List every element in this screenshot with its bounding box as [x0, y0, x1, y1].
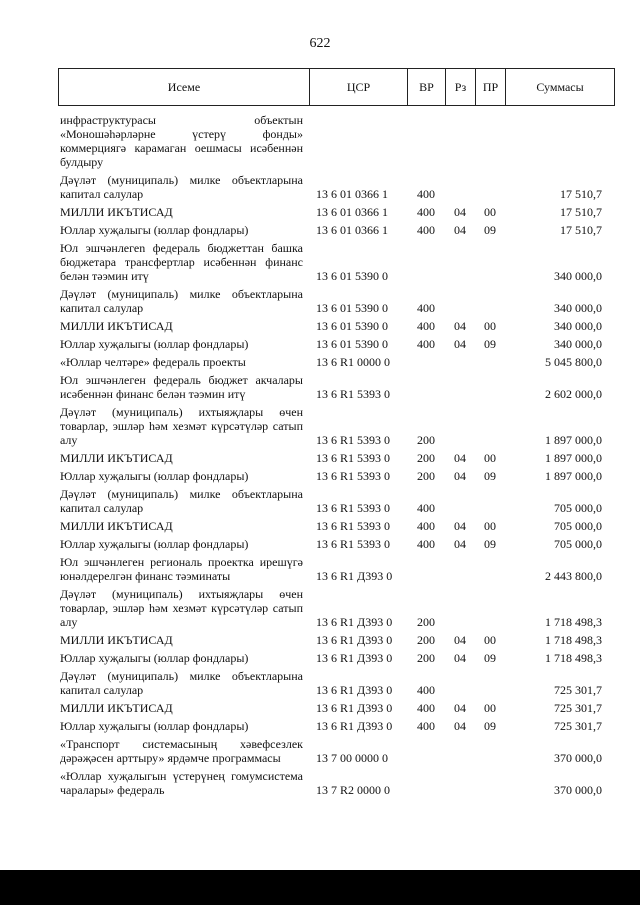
row-code: 13 6 01 0366 1: [316, 223, 388, 237]
row-vr: 400: [417, 337, 435, 351]
row-name: «Транспорт системасының хәвефсезлек дәрәҗәсен арттыру» ярдәмче программасы: [60, 737, 303, 765]
row-name: «Юллар хуҗалыгын үстерүнең гомумсистема чаралары» федераль: [60, 769, 303, 797]
row-vr: 400: [417, 683, 435, 697]
row-sum: 370 000,0: [554, 783, 602, 797]
table-row: [60, 173, 620, 201]
row-pr: 09: [484, 223, 496, 237]
row-sum: 1 897 000,0: [545, 469, 602, 483]
header-csr: ЦСР: [346, 80, 371, 94]
table-row: [60, 223, 620, 237]
row-vr: 400: [417, 701, 435, 715]
row-code: 13 6 R1 5393 0: [316, 501, 391, 515]
row-vr: 200: [417, 633, 435, 647]
row-code: 13 6 R1 Д393 0: [316, 651, 393, 665]
row-code: 13 6 R1 Д393 0: [316, 701, 393, 715]
row-rz: 04: [454, 451, 466, 465]
row-sum: 340 000,0: [554, 319, 602, 333]
row-name: Дәүләт (муниципаль) милке объектларына капитал салулар: [60, 173, 303, 201]
row-vr: 200: [417, 469, 435, 483]
header-pr: ПР: [482, 80, 499, 94]
row-sum: 725 301,7: [554, 719, 602, 733]
row-sum: 340 000,0: [554, 269, 602, 283]
row-code: 13 6 01 0366 1: [316, 187, 388, 201]
row-name: МИЛЛИ ИКЪТИСАД: [60, 519, 173, 533]
row-sum: 1 718 498,3: [545, 633, 602, 647]
table-header: [58, 68, 615, 106]
header-rz: Рз: [454, 80, 467, 94]
row-sum: 725 301,7: [554, 701, 602, 715]
header-sum: Суммасы: [536, 80, 584, 94]
row-name: Дәүләт (муниципаль) милке объектларына капитал салулар: [60, 487, 303, 515]
row-sum: 340 000,0: [554, 337, 602, 351]
row-code: 13 6 R1 Д393 0: [316, 683, 393, 697]
row-name: Юл эшчәнлеген федераль бюджет акчалары исәбеннән финанс белән тәэмин итү: [60, 373, 303, 401]
row-name: «Юллар челтәре» федераль проекты: [60, 355, 246, 369]
row-code: 13 6 R1 Д393 0: [316, 569, 393, 583]
row-sum: 705 000,0: [554, 537, 602, 551]
table-row: [60, 633, 620, 647]
row-code: 13 6 R1 Д393 0: [316, 719, 393, 733]
row-code: 13 7 00 0000 0: [316, 751, 388, 765]
row-vr: 400: [417, 537, 435, 551]
row-pr: 00: [484, 319, 496, 333]
row-vr: 200: [417, 651, 435, 665]
table-row: [60, 587, 620, 629]
row-vr: 400: [417, 319, 435, 333]
row-vr: 400: [417, 719, 435, 733]
row-rz: 04: [454, 205, 466, 219]
table-row: [60, 205, 620, 219]
row-pr: 00: [484, 451, 496, 465]
row-pr: 00: [484, 519, 496, 533]
row-name: Юл эшчәнлеген региональ проектка ирешүгә юнәлдерелгән финанс тәэминаты: [60, 555, 303, 583]
row-code: 13 6 01 5390 0: [316, 301, 388, 315]
row-sum: 340 000,0: [554, 301, 602, 315]
row-sum: 5 045 800,0: [545, 355, 602, 369]
table-row: [60, 519, 620, 533]
row-vr: 400: [417, 187, 435, 201]
row-rz: 04: [454, 651, 466, 665]
table-row: [60, 669, 620, 697]
row-code: 13 6 R1 5393 0: [316, 451, 391, 465]
row-code: 13 6 01 5390 0: [316, 337, 388, 351]
table-row: [60, 651, 620, 665]
row-name: Юл эшчәнлегеn федераль бюджеттан башка бюджетара трансфертлар исәбеннән финанс белән тәэмин итү: [60, 241, 303, 283]
row-sum: 2 443 800,0: [545, 569, 602, 583]
row-rz: 04: [454, 701, 466, 715]
row-name: МИЛЛИ ИКЪТИСАД: [60, 451, 173, 465]
row-rz: 04: [454, 319, 466, 333]
row-sum: 1 718 498,3: [545, 651, 602, 665]
row-vr: 400: [417, 223, 435, 237]
table-row: [60, 373, 620, 401]
row-code: 13 6 R1 Д393 0: [316, 615, 393, 629]
row-code: 13 6 01 5390 0: [316, 319, 388, 333]
page-number: 622: [309, 36, 331, 51]
row-sum: 705 000,0: [554, 519, 602, 533]
row-code: 13 7 R2 0000 0: [316, 783, 391, 797]
table-row: [60, 769, 620, 797]
row-code: 13 6 01 0366 1: [316, 205, 388, 219]
table-row: [60, 487, 620, 515]
row-sum: 370 000,0: [554, 751, 602, 765]
row-pr: 09: [484, 337, 496, 351]
row-code: 13 6 R1 0000 0: [316, 355, 391, 369]
row-name: МИЛЛИ ИКЪТИСАД: [60, 701, 173, 715]
header-vr: ВР: [419, 80, 434, 94]
row-vr: 400: [417, 501, 435, 515]
table-row: [60, 405, 620, 447]
row-rz: 04: [454, 223, 466, 237]
row-name: Дәүләт (муниципаль) ихтыяҗлары өчен товарлар, эшләр һәм хезмәт күрсәтүләр сатып алу: [60, 405, 303, 447]
row-vr: 200: [417, 451, 435, 465]
row-pr: 00: [484, 205, 496, 219]
row-pr: 00: [484, 701, 496, 715]
row-vr: 200: [417, 615, 435, 629]
row-pr: 09: [484, 651, 496, 665]
row-name: МИЛЛИ ИКЪТИСАД: [60, 205, 173, 219]
row-vr: 400: [417, 205, 435, 219]
row-sum: 705 000,0: [554, 501, 602, 515]
row-rz: 04: [454, 469, 466, 483]
table-row: [60, 555, 620, 583]
table-row: [60, 719, 620, 733]
table-row: [60, 113, 620, 169]
row-code: 13 6 R1 5393 0: [316, 537, 391, 551]
row-pr: 00: [484, 633, 496, 647]
row-sum: 1 718 498,3: [545, 615, 602, 629]
row-name: инфраструктурасы объектын «Моношәһәрләрне үстерү фонды» коммерциягә карамаган оешмасы исәбеннән булдыру: [60, 113, 303, 169]
row-sum: 17 510,7: [560, 187, 602, 201]
row-pr: 09: [484, 719, 496, 733]
row-name: Юллар хуҗалыгы (юллар фондлары): [60, 651, 249, 665]
row-name: Юллар хуҗалыгы (юллар фондлары): [60, 337, 249, 351]
table-row: [60, 737, 620, 765]
row-code: 13 6 R1 5393 0: [316, 469, 391, 483]
row-rz: 04: [454, 719, 466, 733]
row-name: Юллар хуҗалыгы (юллар фондлары): [60, 719, 249, 733]
row-rz: 04: [454, 537, 466, 551]
row-name: Дәүләт (муниципаль) ихтыяҗлары өчен товарлар, эшләр һәм хезмәт күрсәтүләр сатып алу: [60, 587, 303, 629]
row-name: Юллар хуҗалыгы (юллар фондлары): [60, 223, 249, 237]
table-row: [60, 469, 620, 483]
row-code: 13 6 R1 5393 0: [316, 519, 391, 533]
table-row: [60, 337, 620, 351]
row-code: 13 6 R1 5393 0: [316, 387, 391, 401]
row-name: МИЛЛИ ИКЪТИСАД: [60, 633, 173, 647]
row-code: 13 6 01 5390 0: [316, 269, 388, 283]
row-vr: 400: [417, 519, 435, 533]
row-vr: 200: [417, 433, 435, 447]
header-name: Исеме: [167, 80, 201, 94]
table-row: [60, 319, 620, 333]
row-sum: 1 897 000,0: [545, 433, 602, 447]
row-vr: 400: [417, 301, 435, 315]
table-row: [60, 537, 620, 551]
table-row: [60, 355, 620, 369]
row-sum: 2 602 000,0: [545, 387, 602, 401]
row-sum: 17 510,7: [560, 205, 602, 219]
row-code: 13 6 R1 5393 0: [316, 433, 391, 447]
table-row: [60, 287, 620, 315]
row-name: Дәүләт (муниципаль) милке объектларына капитал салулар: [60, 669, 303, 697]
table-body: [60, 113, 620, 801]
row-rz: 04: [454, 519, 466, 533]
row-code: 13 6 R1 Д393 0: [316, 633, 393, 647]
scan-border: [0, 870, 640, 905]
row-pr: 09: [484, 537, 496, 551]
row-sum: 1 897 000,0: [545, 451, 602, 465]
table-row: [60, 701, 620, 715]
row-rz: 04: [454, 633, 466, 647]
row-name: Дәүләт (муниципаль) милке объектларына капитал салулар: [60, 287, 303, 315]
row-name: МИЛЛИ ИКЪТИСАД: [60, 319, 173, 333]
row-name: Юллар хуҗалыгы (юллар фондлары): [60, 469, 249, 483]
row-pr: 09: [484, 469, 496, 483]
row-name: Юллар хуҗалыгы (юллар фондлары): [60, 537, 249, 551]
row-sum: 725 301,7: [554, 683, 602, 697]
row-sum: 17 510,7: [560, 223, 602, 237]
table-row: [60, 451, 620, 465]
row-rz: 04: [454, 337, 466, 351]
table-row: [60, 241, 620, 283]
